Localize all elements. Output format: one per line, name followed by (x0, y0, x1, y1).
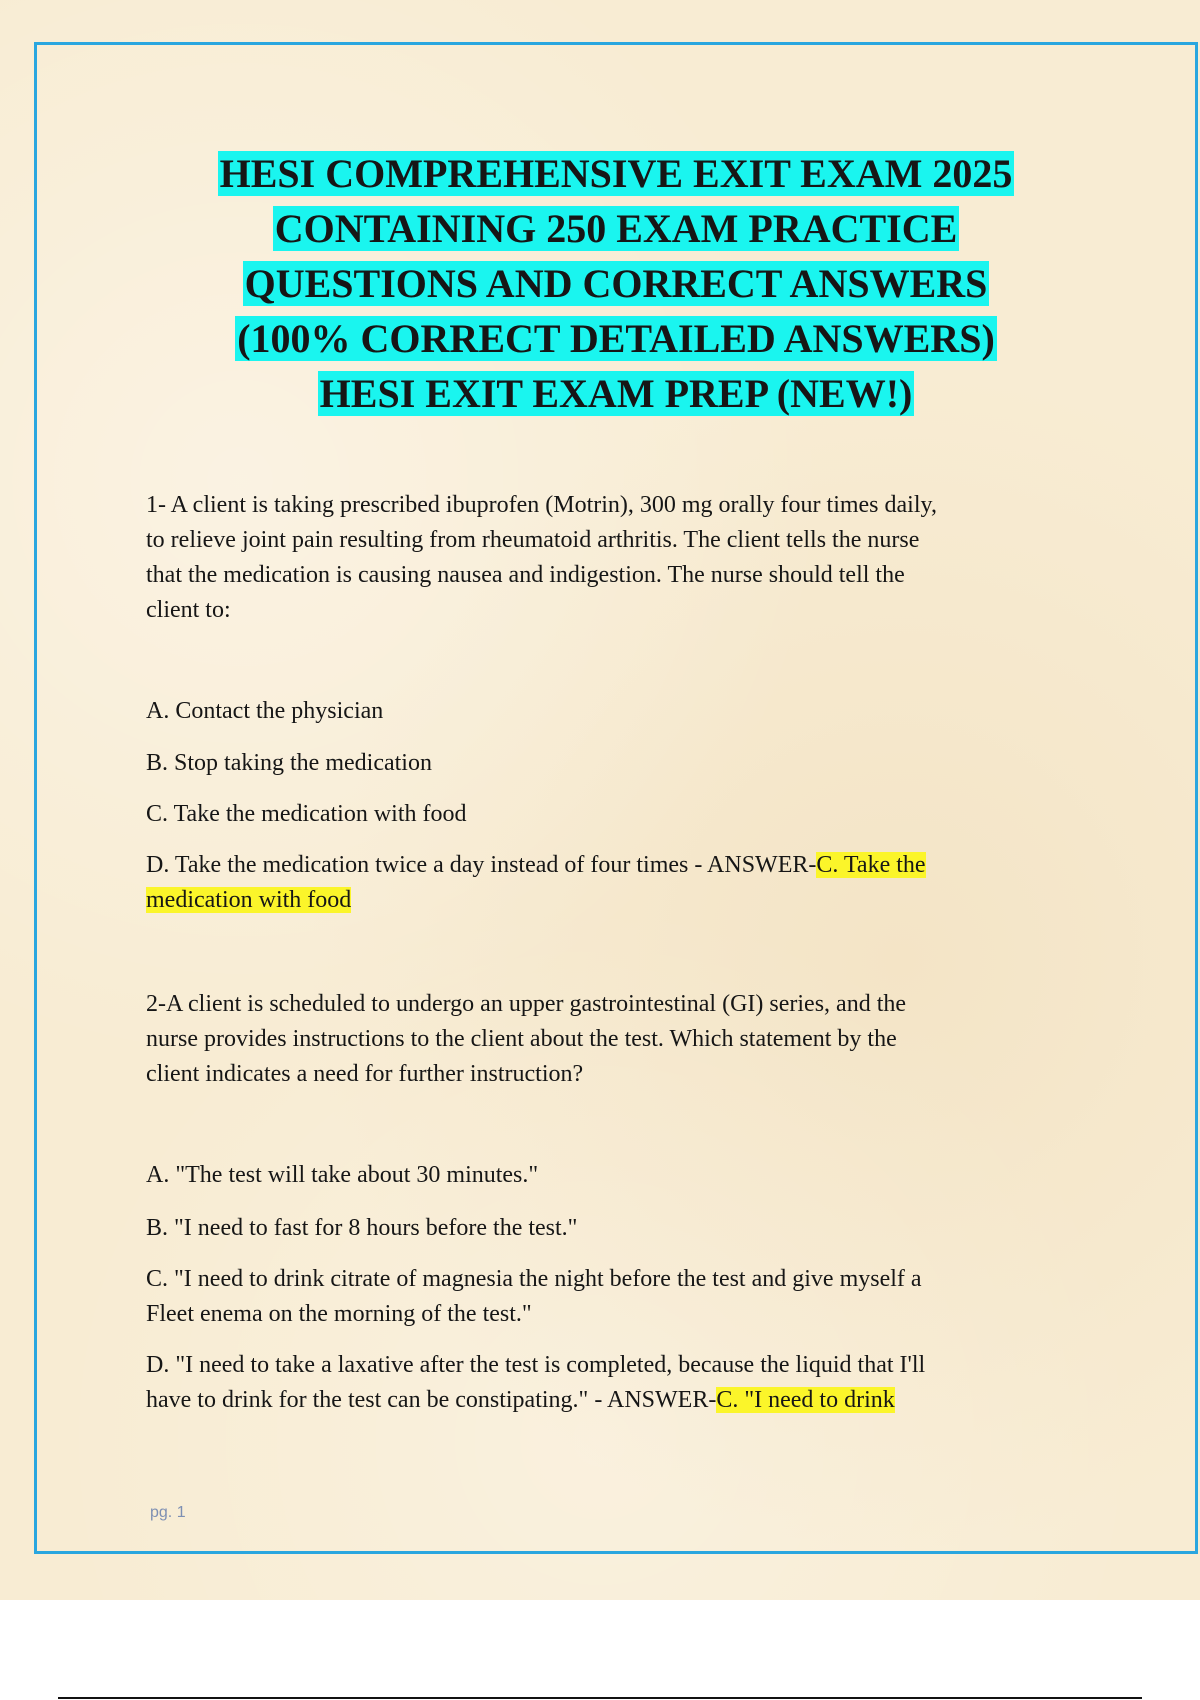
title-line-1: HESI COMPREHENSIVE EXIT EXAM 2025 (219, 151, 1013, 196)
question-2-answer-part-1: C. "I need to drink (716, 1387, 895, 1413)
question-2-option-c-line-1: C. "I need to drink citrate of magnesia the night before the test and give myself a (146, 1266, 922, 1292)
title-line-5: HESI EXIT EXAM PREP (NEW!) (319, 371, 913, 416)
question-2-option-a: A. "The test will take about 30 minutes." (146, 1162, 539, 1188)
question-1-line-1: 1- A client is taking prescribed ibuprofen (Motrin), 300 mg orally four times daily, (146, 492, 937, 518)
question-1-line-2: to relieve joint pain resulting from rheumatoid arthritis. The client tells the nurse (146, 527, 920, 553)
question-2-stem (146, 987, 1096, 1092)
question-1-option-d (146, 848, 1096, 918)
question-2-option-d-line-1: D. "I need to take a laxative after the test is completed, because the liquid that I'll (146, 1352, 926, 1378)
question-2-option-d-line-2: have to drink for the test can be constipating." - ANSWER- (146, 1387, 717, 1413)
question-2-option-b: B. "I need to fast for 8 hours before the test." (146, 1215, 578, 1241)
page-number: pg. 1 (150, 1504, 186, 1521)
document-title (34, 146, 1198, 421)
question-2-line-3: client indicates a need for further instruction? (146, 1061, 584, 1087)
title-line-4: (100% CORRECT DETAILED ANSWERS) (237, 316, 995, 361)
question-1-option-d-text: D. Take the medication twice a day instead of four times - ANSWER- (146, 852, 817, 878)
title-line-3: QUESTIONS AND CORRECT ANSWERS (244, 261, 988, 306)
question-1-line-4: client to: (146, 597, 231, 623)
question-1-stem (146, 488, 1096, 628)
bottom-divider (58, 1697, 1142, 1699)
question-2-option-c (146, 1262, 1096, 1332)
question-1-answer-part-2: medication with food (146, 887, 352, 913)
question-1-option-b: B. Stop taking the medication (146, 750, 432, 776)
question-1-option-c: C. Take the medication with food (146, 801, 467, 827)
question-2-option-c-line-2: Fleet enema on the morning of the test." (146, 1301, 532, 1327)
question-2-option-d (146, 1348, 1096, 1418)
question-1-option-a: A. Contact the physician (146, 698, 384, 724)
question-1-line-3: that the medication is causing nausea and indigestion. The nurse should tell the (146, 562, 905, 588)
question-1-answer-part-1: C. Take the (816, 852, 926, 878)
question-2-line-2: nurse provides instructions to the client about the test. Which statement by the (146, 1026, 897, 1052)
title-line-2: CONTAINING 250 EXAM PRACTICE (274, 206, 958, 251)
question-2-line-1: 2-A client is scheduled to undergo an upper gastrointestinal (GI) series, and the (146, 991, 907, 1017)
